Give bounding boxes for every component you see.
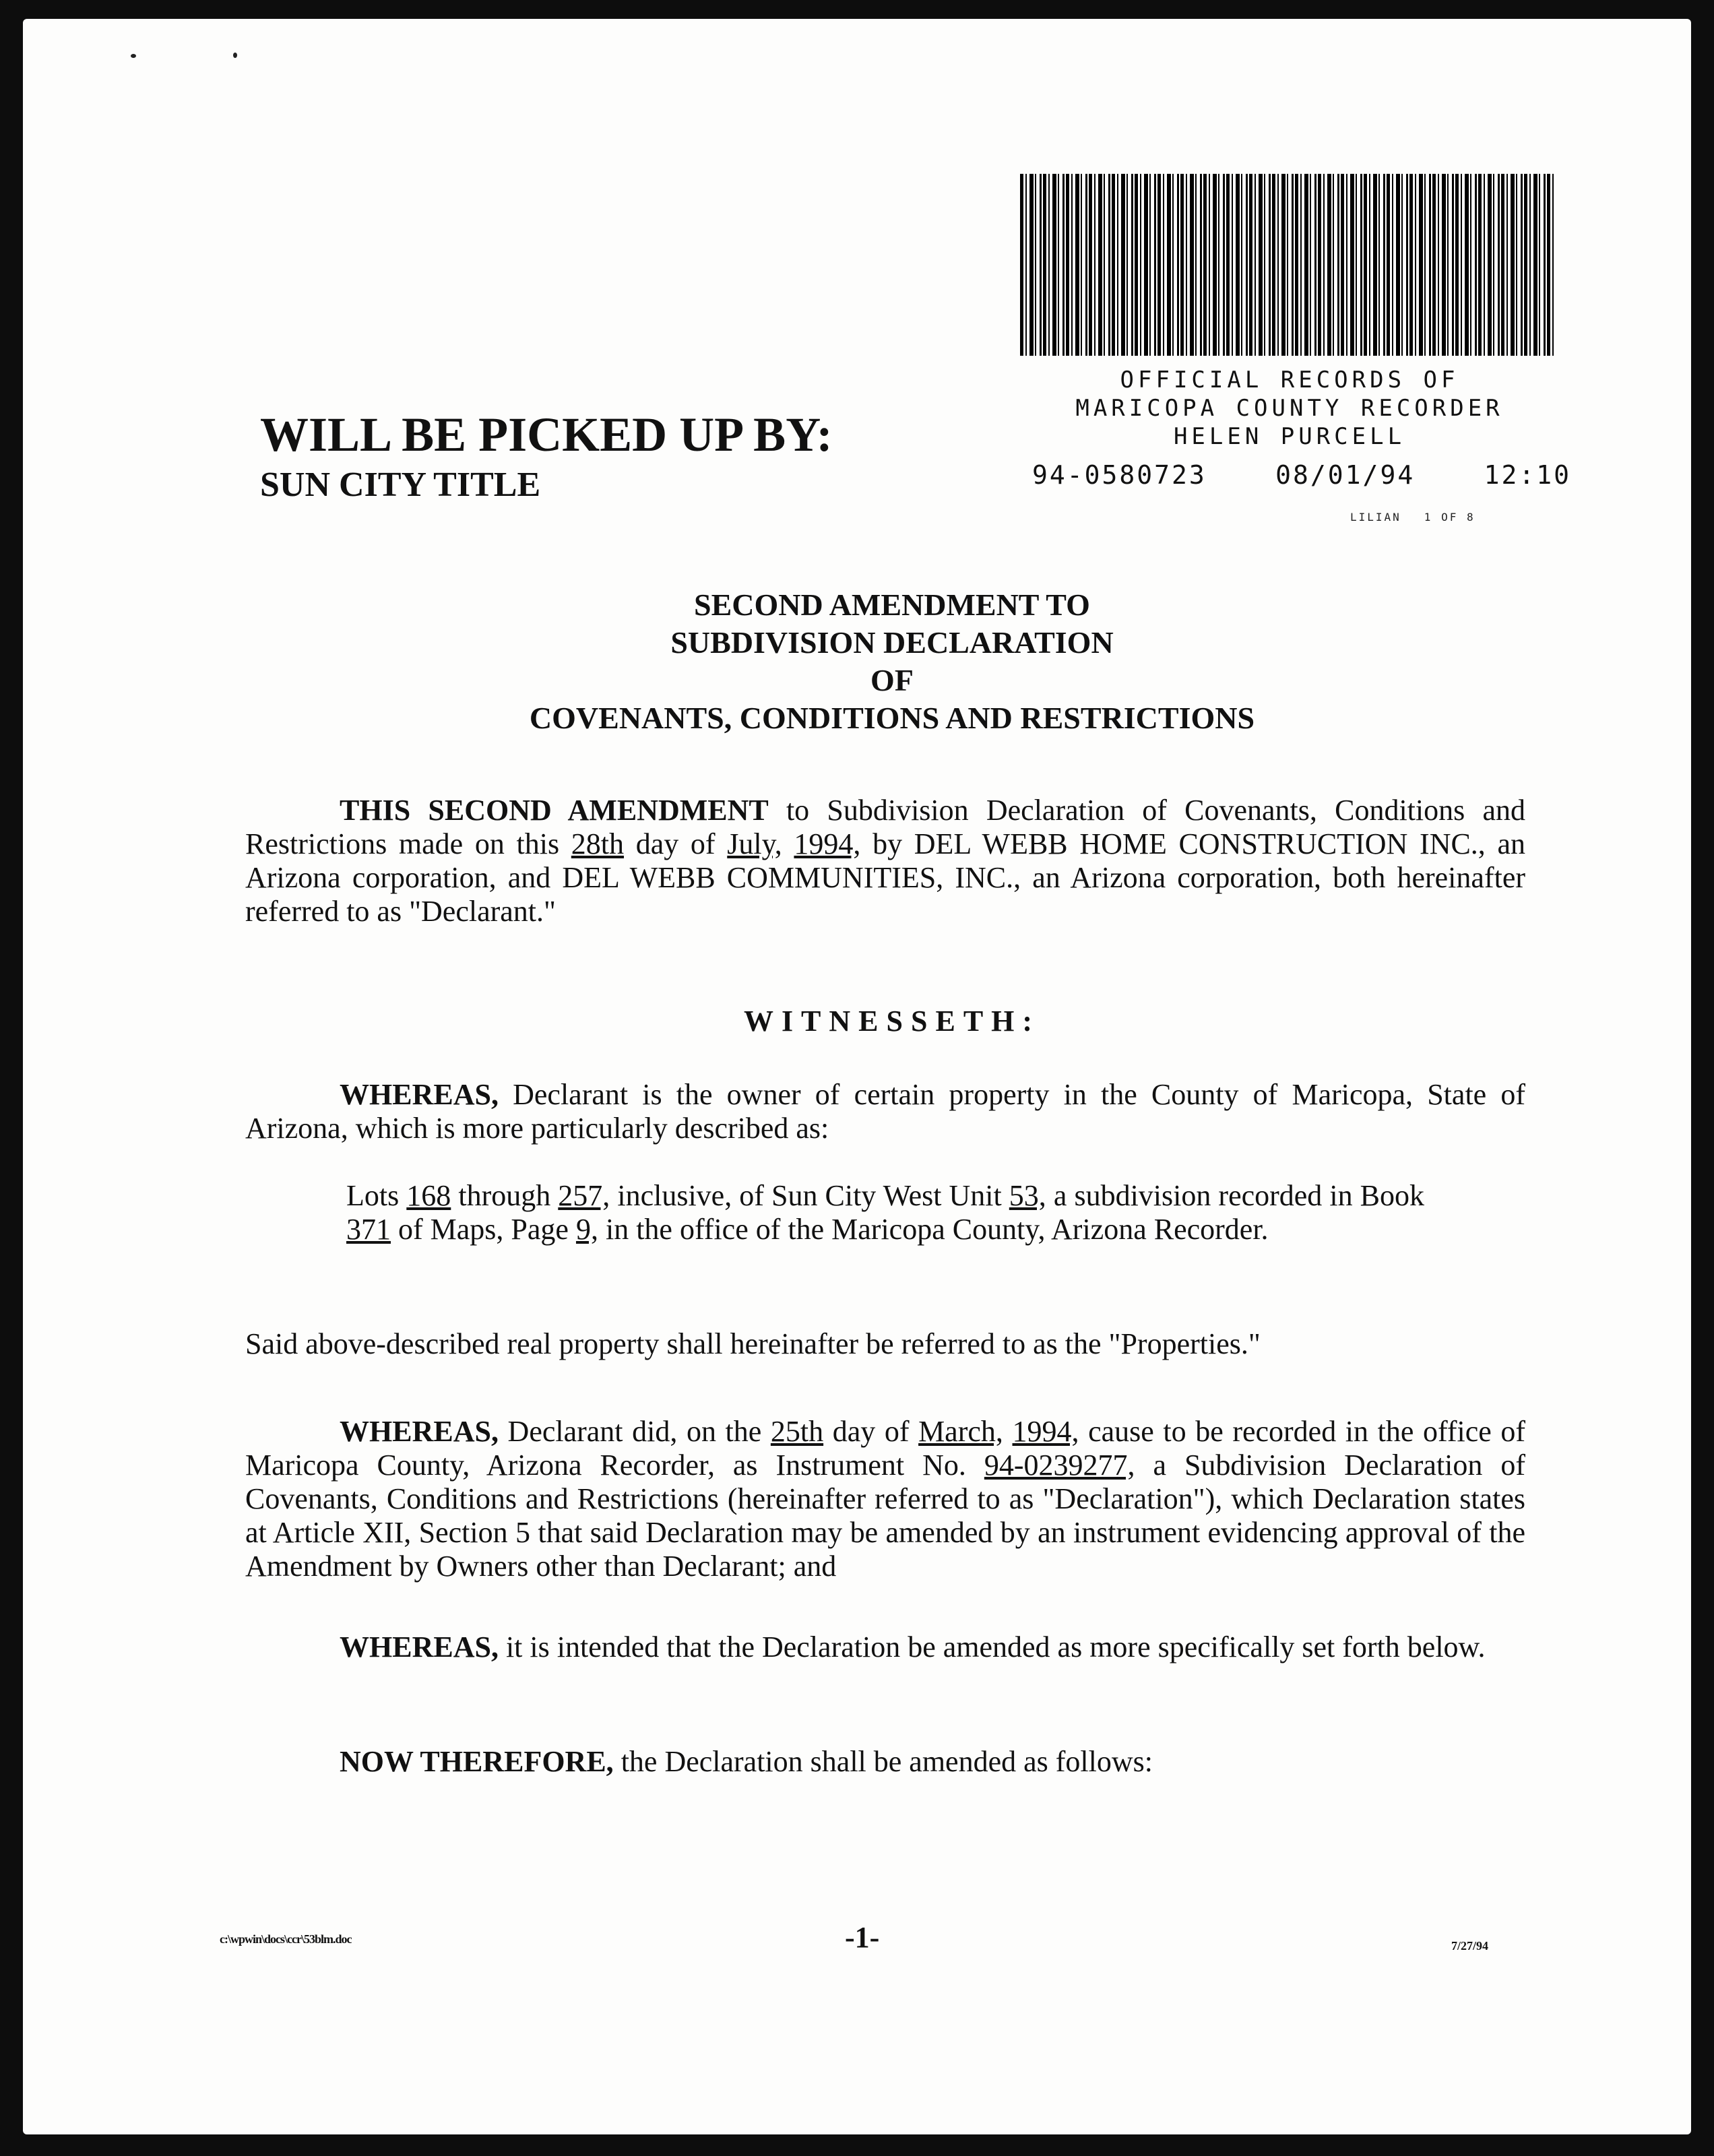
declaration-instrument: 94-0239277, <box>984 1449 1135 1482</box>
book-number: 371 <box>346 1213 391 1246</box>
text-run: by DEL WEBB HOME CONSTRUCTION INC., an Arizona corporation, and DEL WEBB COMMUNITIES, INC., an Arizona corporation, both hereinafter referred to as "Declarant." <box>245 827 1526 928</box>
whereas-paragraph <box>245 1078 1525 1145</box>
amendment-day: 28th <box>571 827 625 860</box>
title-line: SUBDIVISION DECLARATION <box>670 625 1114 660</box>
now-therefore-paragraph <box>245 1745 1525 1779</box>
text-run: cause to be recorded in the office of Maricopa County, Arizona Recorder, as Instrument No. <box>245 1415 1525 1482</box>
footer-file-path: c:\wpwin\docs\ccr\53blm.doc <box>220 1932 352 1946</box>
amendment-month: July, <box>727 827 782 860</box>
text-run: day of <box>624 827 728 860</box>
title-line: OF <box>870 663 914 697</box>
recorder-stamp <box>1013 366 1566 451</box>
recording-info <box>1032 460 1571 490</box>
recorder-line: HELEN PURCELL <box>1173 423 1406 450</box>
text-run: a Subdivision Declaration of Covenants, Conditions and Restrictions (hereinafter referred to as "Declaration"), which Declaration states at Article XII, Section 5 that said Declaration may be amended by an instrument evidencing approval of the Amendment by Owners other than Declarant; and <box>245 1449 1526 1583</box>
recorder-line: MARICOPA COUNTY RECORDER <box>1075 395 1504 422</box>
title-line: SECOND AMENDMENT TO <box>694 588 1090 622</box>
lead-text: WHEREAS, <box>340 1415 499 1448</box>
document-page <box>23 19 1691 2134</box>
text-run <box>1003 1415 1013 1448</box>
declaration-day: 25th <box>770 1415 824 1448</box>
text-run: of Maps, Page <box>391 1213 576 1246</box>
properties-paragraph: Said above-described real property shall hereinafter be referred to as the "Properties." <box>245 1327 1261 1360</box>
pickup-name: SUN CITY TITLE <box>260 466 541 504</box>
whereas-paragraph <box>245 1415 1525 1583</box>
scan-speck <box>233 53 237 58</box>
clerk-name: LILIAN <box>1350 511 1401 524</box>
text-run: Declarant is the owner of certain property in the County of Maricopa, State of Arizona, which is more particularly described as: <box>245 1078 1525 1145</box>
title-line: COVENANTS, CONDITIONS AND RESTRICTIONS <box>529 701 1255 735</box>
text-run: it is intended that the Declaration be amended as more specifically set forth below. <box>498 1630 1486 1663</box>
lead-text: THIS SECOND AMENDMENT <box>340 794 769 827</box>
text-run: in the office of the Maricopa County, Arizona Recorder. <box>598 1213 1269 1246</box>
text-run: inclusive, of Sun City West Unit <box>610 1179 1009 1212</box>
text-run: to Subdivision Declaration of Covenants, Conditions and Restrictions made on this <box>245 794 1525 860</box>
lot-from: 168 <box>406 1179 451 1212</box>
barcode <box>1020 174 1556 356</box>
intro-paragraph <box>245 794 1525 928</box>
whereas-paragraph <box>245 1630 1525 1664</box>
text-run: day of <box>823 1415 919 1448</box>
property-description <box>346 1179 1424 1246</box>
lot-to: 257, <box>558 1179 610 1212</box>
document-title <box>225 586 1559 737</box>
page-number: 9, <box>575 1213 598 1246</box>
lead-text: NOW THEREFORE, <box>340 1745 614 1778</box>
amendment-year: 1994, <box>794 827 861 860</box>
recorder-line: OFFICIAL RECORDS OF <box>1120 367 1459 393</box>
recording-time: 12:10 <box>1484 460 1571 490</box>
scan-speck <box>131 54 136 58</box>
text-run: through <box>451 1179 559 1212</box>
recording-date: 08/01/94 <box>1275 460 1416 490</box>
text-run <box>782 827 794 860</box>
text-run: Lots <box>346 1179 407 1212</box>
witnesseth-heading: WITNESSETH: <box>743 1005 1041 1038</box>
instrument-number: 94-0580723 <box>1032 460 1207 490</box>
text-run: the Declaration shall be amended as follows: <box>613 1745 1153 1778</box>
recording-clerk <box>1350 511 1475 524</box>
text-run: a subdivision recorded in Book <box>1046 1179 1424 1212</box>
footer-date: 7/27/94 <box>1451 1939 1489 1953</box>
text-run: Declarant did, on the <box>498 1415 771 1448</box>
footer-page-number: -1- <box>845 1921 880 1954</box>
pickup-heading: WILL BE PICKED UP BY: <box>260 408 833 462</box>
page-count: 1 OF 8 <box>1424 511 1475 524</box>
lead-text: WHEREAS, <box>340 1630 499 1663</box>
unit-number: 53, <box>1009 1179 1046 1212</box>
declaration-year: 1994, <box>1012 1415 1079 1448</box>
declaration-month: March, <box>918 1415 1003 1448</box>
lead-text: WHEREAS, <box>340 1078 499 1111</box>
